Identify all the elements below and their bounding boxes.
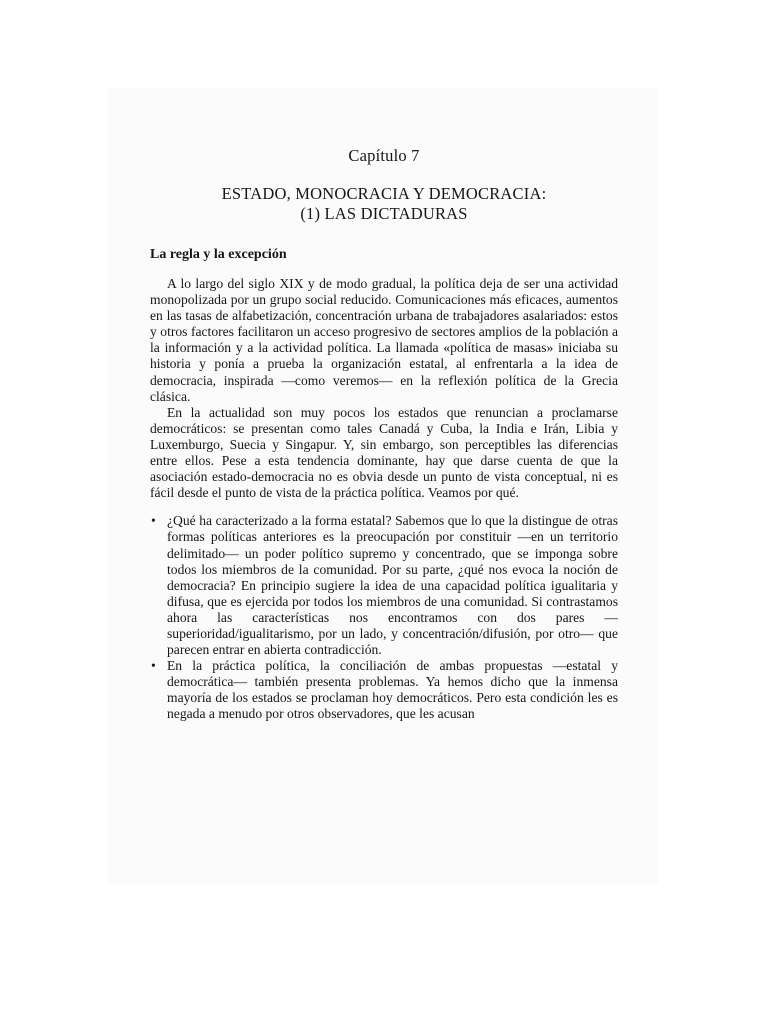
- paragraph: A lo largo del siglo XIX y de modo gradual, la política deja de ser una actividad monopolizada por un grupo social reducido. Comunicaciones más eficaces, aumentos en las tasas de alfabetización, concentración urbana de trabajadores asalariados: estos y otros factores facilitaron un acceso progresivo de sectores amplios de la población a la información y a la actividad política. La llamada «política de masas» iniciaba su historia y ponía a prueba la organización estatal, al enfrentarla a la idea de democracia, inspirada —como veremos— en la reflexión política de la Grecia clásica.: [150, 276, 618, 404]
- section-heading: La regla y la excepción: [150, 247, 287, 262]
- bullet-list: [150, 513, 618, 722]
- paragraph: En la actualidad son muy pocos los estados que renuncian a proclamarse democráticos: se presentan como tales Canadá y Cuba, la India e Irán, Libia y Luxemburgo, Suecia y Singapur. Y, sin embargo, son perceptibles las diferencias entre ellos. Pese a esta tendencia dominante, hay que darse cuenta de que la asociación estado-democracia no es obvia desde un punto de vista conceptual, ni es fácil desde el punto de vista de la práctica política. Veamos por qué.: [150, 404, 618, 501]
- chapter-title-line-2: (1) LAS DICTADURAS: [300, 204, 468, 223]
- chapter-title-line-1: ESTADO, MONOCRACIA Y DEMOCRACIA:: [221, 184, 547, 203]
- body-text: [150, 276, 618, 723]
- bullet-item: [150, 513, 618, 658]
- bullet-icon: •: [151, 513, 156, 529]
- chapter-label: Capítulo 7: [348, 146, 420, 165]
- bullet-text: ¿Qué ha caracterizado a la forma estatal? Sabemos que lo que la distingue de otras formas políticas anteriores es la preocupación por constituir —en un territorio delimitado— un poder político supremo y concentrado, que se imponga sobre todos los miembros de la comunidad. Por su parte, ¿qué nos evoca la noción de democracia? En principio sugiere la idea de una capacidad política igualitaria y difusa, que es ejercida por todos los miembros de una comunidad. Si contrastamos ahora las características nos encontramos con dos pares —superioridad/igualitarismo, por un lado, y concentración/difusión, por otro— que parecen entrar en abierta contradicción.: [167, 513, 618, 658]
- bullet-text: En la práctica política, la conciliación de ambas propuestas —estatal y democrática— también presenta problemas. Ya hemos dicho que la inmensa mayoría de los estados se proclaman hoy democráticos. Pero esta condición les es negada a menudo por otros observadores, que les acusan: [167, 658, 618, 722]
- bullet-item: [150, 658, 618, 722]
- chapter-title: [150, 184, 618, 224]
- bullet-icon: •: [151, 658, 156, 674]
